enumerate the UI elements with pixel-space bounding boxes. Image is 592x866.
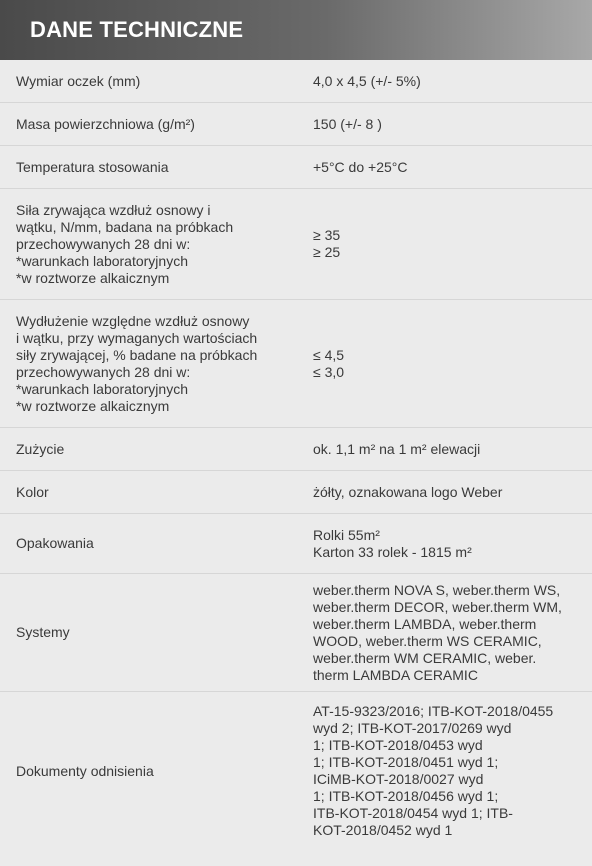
row-value: ≤ 4,5 ≤ 3,0 <box>313 346 345 380</box>
row-label: Temperatura stosowania <box>16 158 169 175</box>
row-label: Systemy <box>16 624 70 640</box>
row-value: 150 (+/- 8 ) <box>313 115 382 132</box>
row-value: ≥ 35 ≥ 25 <box>313 227 341 260</box>
row-value: ok. 1,1 m² na 1 m² elewacji <box>313 440 481 457</box>
row-label: Siła zrywająca wzdłuż osnowy i wątku, N/mm, badana na próbkach przechowywanych 28 dni w: *warunkach laboratoryjnych *w roztworze alkaicznym <box>16 201 234 286</box>
row-value: Rolki 55m² Karton 33 rolek - 1815 m² <box>313 526 472 560</box>
row-value: weber.therm NOVA S, weber.therm WS, weber.therm DECOR, weber.therm WM, weber.therm LAMBDA, weber.therm WOOD, weber.therm WS CERAMIC, weber.therm WM CERAMIC, weber. therm LAMBDA CERAMIC <box>313 581 562 683</box>
table-row <box>0 428 592 471</box>
row-label: Masa powierzchniowa (g/m²) <box>16 115 195 132</box>
row-label: Dokumenty odnisienia <box>16 762 154 779</box>
table-row <box>0 300 592 428</box>
row-value: +5°C do +25°C <box>313 158 408 175</box>
table-row <box>0 574 592 692</box>
row-label: Wymiar oczek (mm) <box>16 72 141 89</box>
table-row <box>0 189 592 300</box>
section-title: DANE TECHNICZNE <box>30 17 244 42</box>
section-header <box>0 0 592 60</box>
row-value: żółty, oznakowana logo Weber <box>313 483 503 500</box>
table-row <box>0 146 592 189</box>
technical-data-table <box>0 60 592 850</box>
row-label: Wydłużenie względne wzdłuż osnowy i wątku, przy wymaganych wartościach siły zrywającej, % badane na próbkach przechowywanych 28 dni w: *warunkach laboratoryjnych *w roztworze alkaicznym <box>16 312 258 414</box>
table-row <box>0 103 592 146</box>
table-row <box>0 60 592 103</box>
row-value: 4,0 x 4,5 (+/- 5%) <box>313 72 421 89</box>
table-row <box>0 471 592 514</box>
row-label: Kolor <box>16 483 49 500</box>
row-label: Opakowania <box>16 535 94 551</box>
row-value: AT-15-9323/2016; ITB-KOT-2018/0455 wyd 2; ITB-KOT-2017/0269 wyd 1; ITB-KOT-2018/0453 wyd 1; ITB-KOT-2018/0451 wyd 1; ICiMB-KOT-2018/0027 wyd 1; ITB-KOT-2018/0456 wyd 1; ITB-KOT-2018/0454 wyd 1; ITB- KOT-2018/0452 wyd 1 <box>313 703 554 838</box>
row-label: Zużycie <box>16 440 65 457</box>
table-row <box>0 692 592 850</box>
table-row <box>0 514 592 574</box>
